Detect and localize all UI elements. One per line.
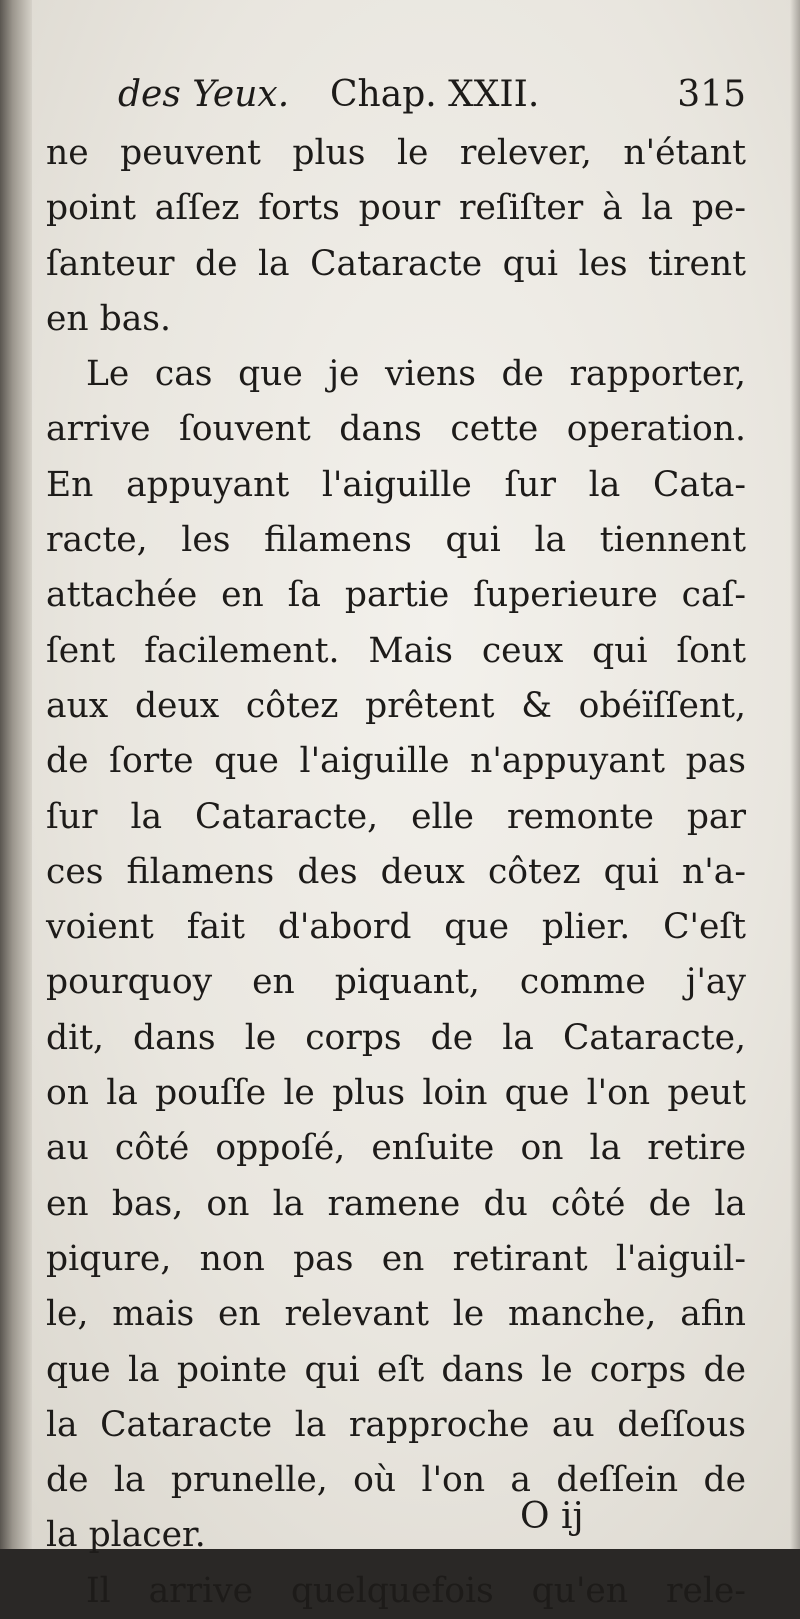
- running-head-chapter: Chap. XXII.: [330, 74, 540, 115]
- text-line: on la pouſſe le plus loin que l'on peut: [46, 1073, 746, 1114]
- text-line: Le cas que je viens de rapporter,: [86, 354, 746, 395]
- text-line: que la pointe qui eſt dans le corps de: [46, 1349, 746, 1390]
- text-line: arrive ſouvent dans cette operation.: [46, 409, 746, 450]
- text-line: en bas.: [46, 298, 171, 339]
- page-number: 315: [677, 74, 746, 115]
- text-line: Il arrive quelquefois qu'en rele-: [86, 1570, 746, 1611]
- text-line: la Cataracte la rapproche au deſſous: [46, 1404, 746, 1445]
- text-line: ſanteur de la Cataracte qui les tirent: [46, 243, 746, 284]
- running-head-title: des Yeux.: [118, 74, 290, 115]
- text-line: le, mais en relevant le manche, afin: [46, 1294, 746, 1335]
- text-line: point aſſez forts pour reſiſter à la pe-: [46, 188, 746, 229]
- text-line: voient fait d'abord que plier. C'eſt: [46, 907, 746, 948]
- text-line: piqure, non pas en retirant l'aiguil-: [46, 1238, 746, 1279]
- running-head: [46, 64, 746, 126]
- text-line: la placer.: [46, 1515, 206, 1556]
- text-line: au côté oppoſé, enſuite on la retire: [46, 1128, 746, 1169]
- text-line: de la prunelle, où l'on a deſſein de: [46, 1460, 746, 1501]
- text-line: En appuyant l'aiguille ſur la Cata-: [46, 464, 746, 505]
- text-line: de ſorte que l'aiguille n'appuyant pas: [46, 741, 746, 782]
- page-edge-shadow: [790, 0, 800, 1549]
- text-line: ſur la Cataracte, elle remonte par: [46, 796, 746, 837]
- text-line: ne peuvent plus le relever, n'étant: [46, 133, 746, 173]
- binding-shadow: [0, 0, 32, 1549]
- text-line: racte, les filamens qui la tiennent: [46, 520, 746, 561]
- text-line: en bas, on la ramene du côté de la: [46, 1183, 746, 1224]
- text-block: [46, 64, 746, 1619]
- text-line: aux deux côtez prêtent & obéïſſent,: [46, 685, 746, 726]
- signature-mark: O ij: [520, 1496, 584, 1537]
- text-line: ces filamens des deux côtez qui n'a-: [46, 851, 746, 892]
- text-line: dit, dans le corps de la Cataracte,: [46, 1017, 746, 1058]
- text-line: pourquoy en piquant, comme j'ay: [46, 962, 746, 1003]
- text-line: ſent facilement. Mais ceux qui ſont: [46, 630, 746, 671]
- text-line: attachée en ſa partie ſuperieure caſ-: [46, 575, 746, 616]
